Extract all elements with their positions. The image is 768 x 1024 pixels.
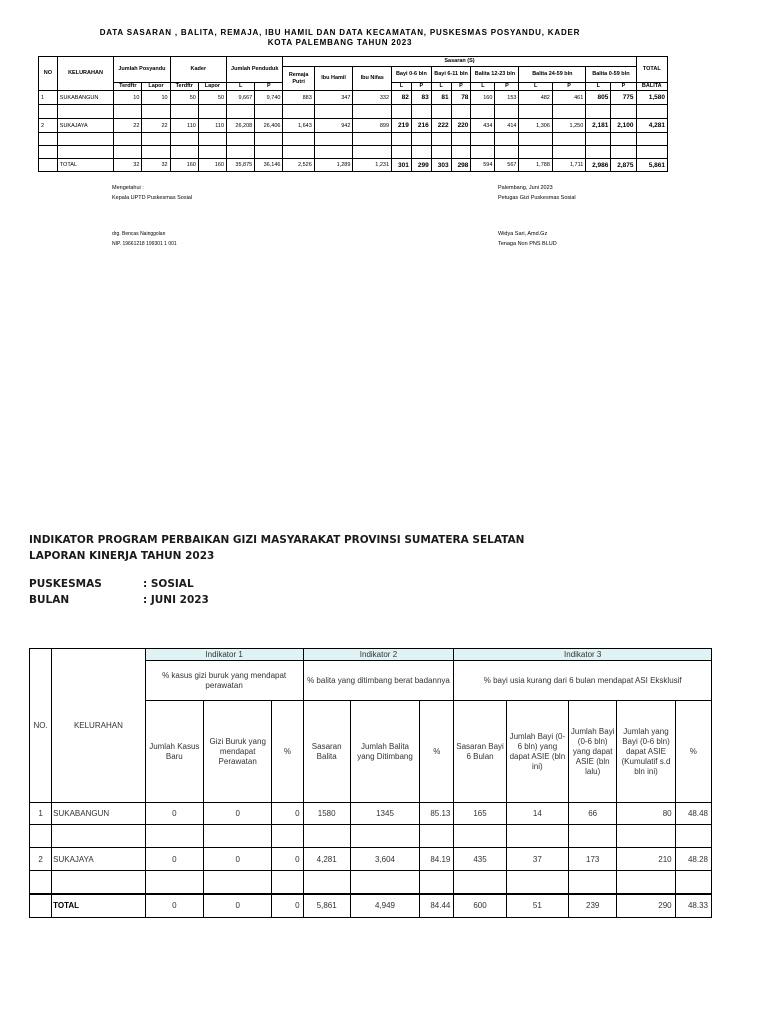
cell: 1345 [350, 803, 419, 825]
cell: 216 [411, 119, 431, 133]
cell: 4,281 [303, 848, 350, 871]
cell: 0 [203, 803, 271, 825]
cell-total: 4,281 [636, 119, 667, 133]
cell: 2,875 [611, 159, 636, 172]
cell: 84.19 [420, 848, 454, 871]
cell: 303 [431, 159, 451, 172]
col-pct-3: % [675, 701, 711, 803]
sub-p: P [451, 83, 471, 91]
col-sasaran: Sasaran (S) [283, 57, 636, 67]
sub-p: P [255, 83, 283, 91]
sign-left-line2: Kepala UPTD Puskesmas Sosial [112, 195, 193, 201]
cell: 85.13 [420, 803, 454, 825]
ind1-desc: % kasus gizi buruk yang mendapat perawatan [145, 661, 303, 701]
cell: 2,181 [586, 119, 611, 133]
sub-p: P [552, 83, 585, 91]
cell: 82 [392, 91, 412, 105]
cell: 0 [145, 803, 203, 825]
cell: 1,231 [353, 159, 392, 172]
sub-l: L [392, 83, 412, 91]
col-jumlah-penduduk: Jumlah Penduduk [227, 57, 283, 83]
cell: 37 [506, 848, 568, 871]
cell: 805 [586, 91, 611, 105]
cell: 0 [272, 848, 303, 871]
table-row [39, 91, 668, 105]
sign-left-block [112, 183, 192, 203]
empty-row [39, 133, 668, 146]
indikator-heading: INDIKATOR PROGRAM PERBAIKAN GIZI MASYARAKAT PROVINSI SUMATERA SELATAN [29, 534, 525, 546]
sign-right-name-block [498, 229, 557, 249]
total-row [30, 894, 712, 918]
col-bayi-6-11: Bayi 6-11 bln [431, 67, 471, 83]
sub-l: L [471, 83, 495, 91]
cell: 5,861 [303, 894, 350, 918]
cell: 239 [569, 894, 617, 918]
cell: 78 [451, 91, 471, 105]
cell-total: 1,580 [636, 91, 667, 105]
cell: 80 [617, 803, 675, 825]
cell: 26,406 [255, 119, 283, 133]
sub-l: L [519, 83, 552, 91]
sub-lapor: Lapor [198, 83, 226, 91]
sub-l: L [227, 83, 255, 91]
empty-row [30, 871, 712, 894]
cell: 332 [353, 91, 392, 105]
col-bayi-asie-kumulatif: Jumlah yang Bayi (0-6 bln) dapat ASIE (Kumulatif s.d bln ini) [617, 701, 675, 803]
empty-row [39, 105, 668, 119]
cell-kelurahan: TOTAL [52, 894, 146, 918]
cell: 594 [471, 159, 495, 172]
cell: 219 [392, 119, 412, 133]
cell: 1,643 [283, 119, 314, 133]
col-ibu-nifas: Ibu Nifas [353, 67, 392, 91]
cell-no: 1 [39, 91, 58, 105]
col-bayi-asie: Jumlah Bayi (0-6 bln) yang dapat ASIE (bln ini) [506, 701, 568, 803]
cell: 942 [314, 119, 353, 133]
sub-terdftr: Terdftr [114, 83, 142, 91]
cell: 160 [198, 159, 226, 172]
cell: 153 [495, 91, 519, 105]
cell: 1,711 [552, 159, 585, 172]
cell-no: 2 [39, 119, 58, 133]
col-indikator-2: Indikator 2 [303, 649, 454, 661]
cell: 165 [454, 803, 506, 825]
col-pct-2: % [420, 701, 454, 803]
col-kelurahan: KELURAHAN [57, 57, 113, 91]
cell: 22 [114, 119, 142, 133]
cell: 32 [114, 159, 142, 172]
cell: 0 [203, 894, 271, 918]
cell: 220 [451, 119, 471, 133]
cell: 84.44 [420, 894, 454, 918]
sign-right-block [498, 183, 576, 203]
cell-no [30, 894, 52, 918]
cell: 36,146 [255, 159, 283, 172]
cell: 83 [411, 91, 431, 105]
cell-no [39, 159, 58, 172]
col-remaja-putri: Remaja Putri [283, 67, 314, 91]
col-balita-ditimbang: Jumlah Balita yang Ditimbang [350, 701, 419, 803]
cell: 0 [203, 848, 271, 871]
ind2-desc: % balita yang ditimbang berat badannya [303, 661, 454, 701]
cell: 22 [142, 119, 170, 133]
cell-no: 2 [30, 848, 52, 871]
col-kelurahan: KELURAHAN [52, 649, 146, 803]
col-bayi-asie-lalu: Jumlah Bayi (0-6 bln) yang dapat ASIE (bln lalu) [569, 701, 617, 803]
cell: 32 [142, 159, 170, 172]
cell: 48.28 [675, 848, 711, 871]
cell-kelurahan: SUKABANGUN [52, 803, 146, 825]
sub-balita: BALITA [636, 83, 667, 91]
cell: 2,100 [611, 119, 636, 133]
cell: 435 [454, 848, 506, 871]
cell: 899 [353, 119, 392, 133]
sign-left-nip: NIP. 19661218 199301 1 001 [112, 241, 177, 247]
bulan-label: BULAN [29, 594, 70, 606]
puskesmas-value: : SOSIAL [143, 578, 194, 590]
cell: 48.33 [675, 894, 711, 918]
cell: 775 [611, 91, 636, 105]
sub-p: P [411, 83, 431, 91]
cell: 35,875 [227, 159, 255, 172]
sub-p: P [611, 83, 636, 91]
col-gizi-buruk-rawat: Gizi Buruk yang mendapat Perawatan [203, 701, 271, 803]
cell: 50 [170, 91, 198, 105]
sign-right-name: Widya Sari, Amd.Gz [498, 231, 548, 237]
col-indikator-3: Indikator 3 [454, 649, 712, 661]
cell: 298 [451, 159, 471, 172]
cell: 222 [431, 119, 451, 133]
cell-total: 5,861 [636, 159, 667, 172]
cell-no: 1 [30, 803, 52, 825]
cell: 600 [454, 894, 506, 918]
indikator-table [29, 648, 712, 918]
sign-left-name-block [112, 229, 177, 249]
cell-kelurahan: TOTAL [57, 159, 113, 172]
cell: 160 [170, 159, 198, 172]
sign-left-line1: Mengetahui : [112, 185, 144, 191]
cell: 110 [170, 119, 198, 133]
cell: 160 [471, 91, 495, 105]
cell-kelurahan: SUKAJAYA [57, 119, 113, 133]
table-row [30, 803, 712, 825]
puskesmas-label: PUSKESMAS [29, 578, 102, 590]
empty-row [39, 146, 668, 159]
cell: 9,740 [255, 91, 283, 105]
cell: 482 [519, 91, 552, 105]
cell: 3,604 [350, 848, 419, 871]
cell: 14 [506, 803, 568, 825]
report-title-line2: KOTA PALEMBANG TAHUN 2023 [267, 38, 413, 47]
cell: 66 [569, 803, 617, 825]
report-title-line1: DATA SASARAN , BALITA, REMAJA, IBU HAMIL DAN DATA KECAMATAN, PUSKESMAS POSYANDU, KADER [99, 28, 581, 37]
bulan-value: : JUNI 2023 [143, 594, 209, 606]
cell: 434 [471, 119, 495, 133]
cell: 10 [114, 91, 142, 105]
col-indikator-1: Indikator 1 [145, 649, 303, 661]
col-ibu-hamil: Ibu Hamil [314, 67, 353, 91]
cell: 1,306 [519, 119, 552, 133]
cell: 290 [617, 894, 675, 918]
sub-l: L [431, 83, 451, 91]
cell: 51 [506, 894, 568, 918]
cell: 0 [272, 894, 303, 918]
cell: 1580 [303, 803, 350, 825]
col-jumlah-posyandu: Jumlah Posyandu [114, 57, 170, 83]
col-kasus-baru: Jumlah Kasus Baru [145, 701, 203, 803]
cell: 48.48 [675, 803, 711, 825]
col-balita-24-59: Balita 24-59 bln [519, 67, 586, 83]
cell: 883 [283, 91, 314, 105]
col-pct-1: % [272, 701, 303, 803]
cell: 110 [198, 119, 226, 133]
cell-kelurahan: SUKABANGUN [57, 91, 113, 105]
col-balita-0-59: Balita 0-59 bln [586, 67, 636, 83]
col-no: NO. [30, 649, 52, 803]
cell: 301 [392, 159, 412, 172]
cell: 4,949 [350, 894, 419, 918]
sign-right-line1: Palembang, Juni 2023 [498, 185, 553, 191]
col-sasaran-bayi: Sasaran Bayi 6 Bulan [454, 701, 506, 803]
sub-lapor: Lapor [142, 83, 170, 91]
laporan-heading: LAPORAN KINERJA TAHUN 2023 [29, 550, 215, 562]
cell: 173 [569, 848, 617, 871]
cell: 9,667 [227, 91, 255, 105]
cell: 414 [495, 119, 519, 133]
empty-row [30, 825, 712, 848]
sub-p: P [495, 83, 519, 91]
total-row [39, 159, 668, 172]
cell: 50 [198, 91, 226, 105]
col-bayi-0-6: Bayi 0-6 bln [392, 67, 432, 83]
sub-terdftr: Terdftr [170, 83, 198, 91]
sign-left-name: drg. Bencas Nainggolan [112, 231, 166, 237]
cell: 2,526 [283, 159, 314, 172]
cell: 0 [272, 803, 303, 825]
cell: 26,208 [227, 119, 255, 133]
cell: 1,250 [552, 119, 585, 133]
ind3-desc: % bayi usia kurang dari 6 bulan mendapat ASI Eksklusif [454, 661, 712, 701]
col-kader: Kader [170, 57, 226, 83]
col-no: NO [39, 57, 58, 91]
table-row [30, 848, 712, 871]
cell: 10 [142, 91, 170, 105]
col-balita-12-23: Balita 12-23 bln [471, 67, 519, 83]
cell-kelurahan: SUKAJAYA [52, 848, 146, 871]
cell: 299 [411, 159, 431, 172]
col-sasaran-balita: Sasaran Balita [303, 701, 350, 803]
sign-right-role: Tenaga Non PNS BLUD [498, 241, 557, 247]
sub-l: L [586, 83, 611, 91]
cell: 2,986 [586, 159, 611, 172]
col-total: TOTAL [636, 57, 667, 83]
cell: 1,289 [314, 159, 353, 172]
cell: 347 [314, 91, 353, 105]
sign-right-line2: Petugas Gizi Puskesmas Sosial [498, 195, 576, 201]
table-row [39, 119, 668, 133]
cell: 461 [552, 91, 585, 105]
cell: 210 [617, 848, 675, 871]
cell: 1,788 [519, 159, 552, 172]
cell: 0 [145, 848, 203, 871]
cell: 0 [145, 894, 203, 918]
cell: 81 [431, 91, 451, 105]
cell: 567 [495, 159, 519, 172]
sasaran-table [38, 56, 668, 172]
